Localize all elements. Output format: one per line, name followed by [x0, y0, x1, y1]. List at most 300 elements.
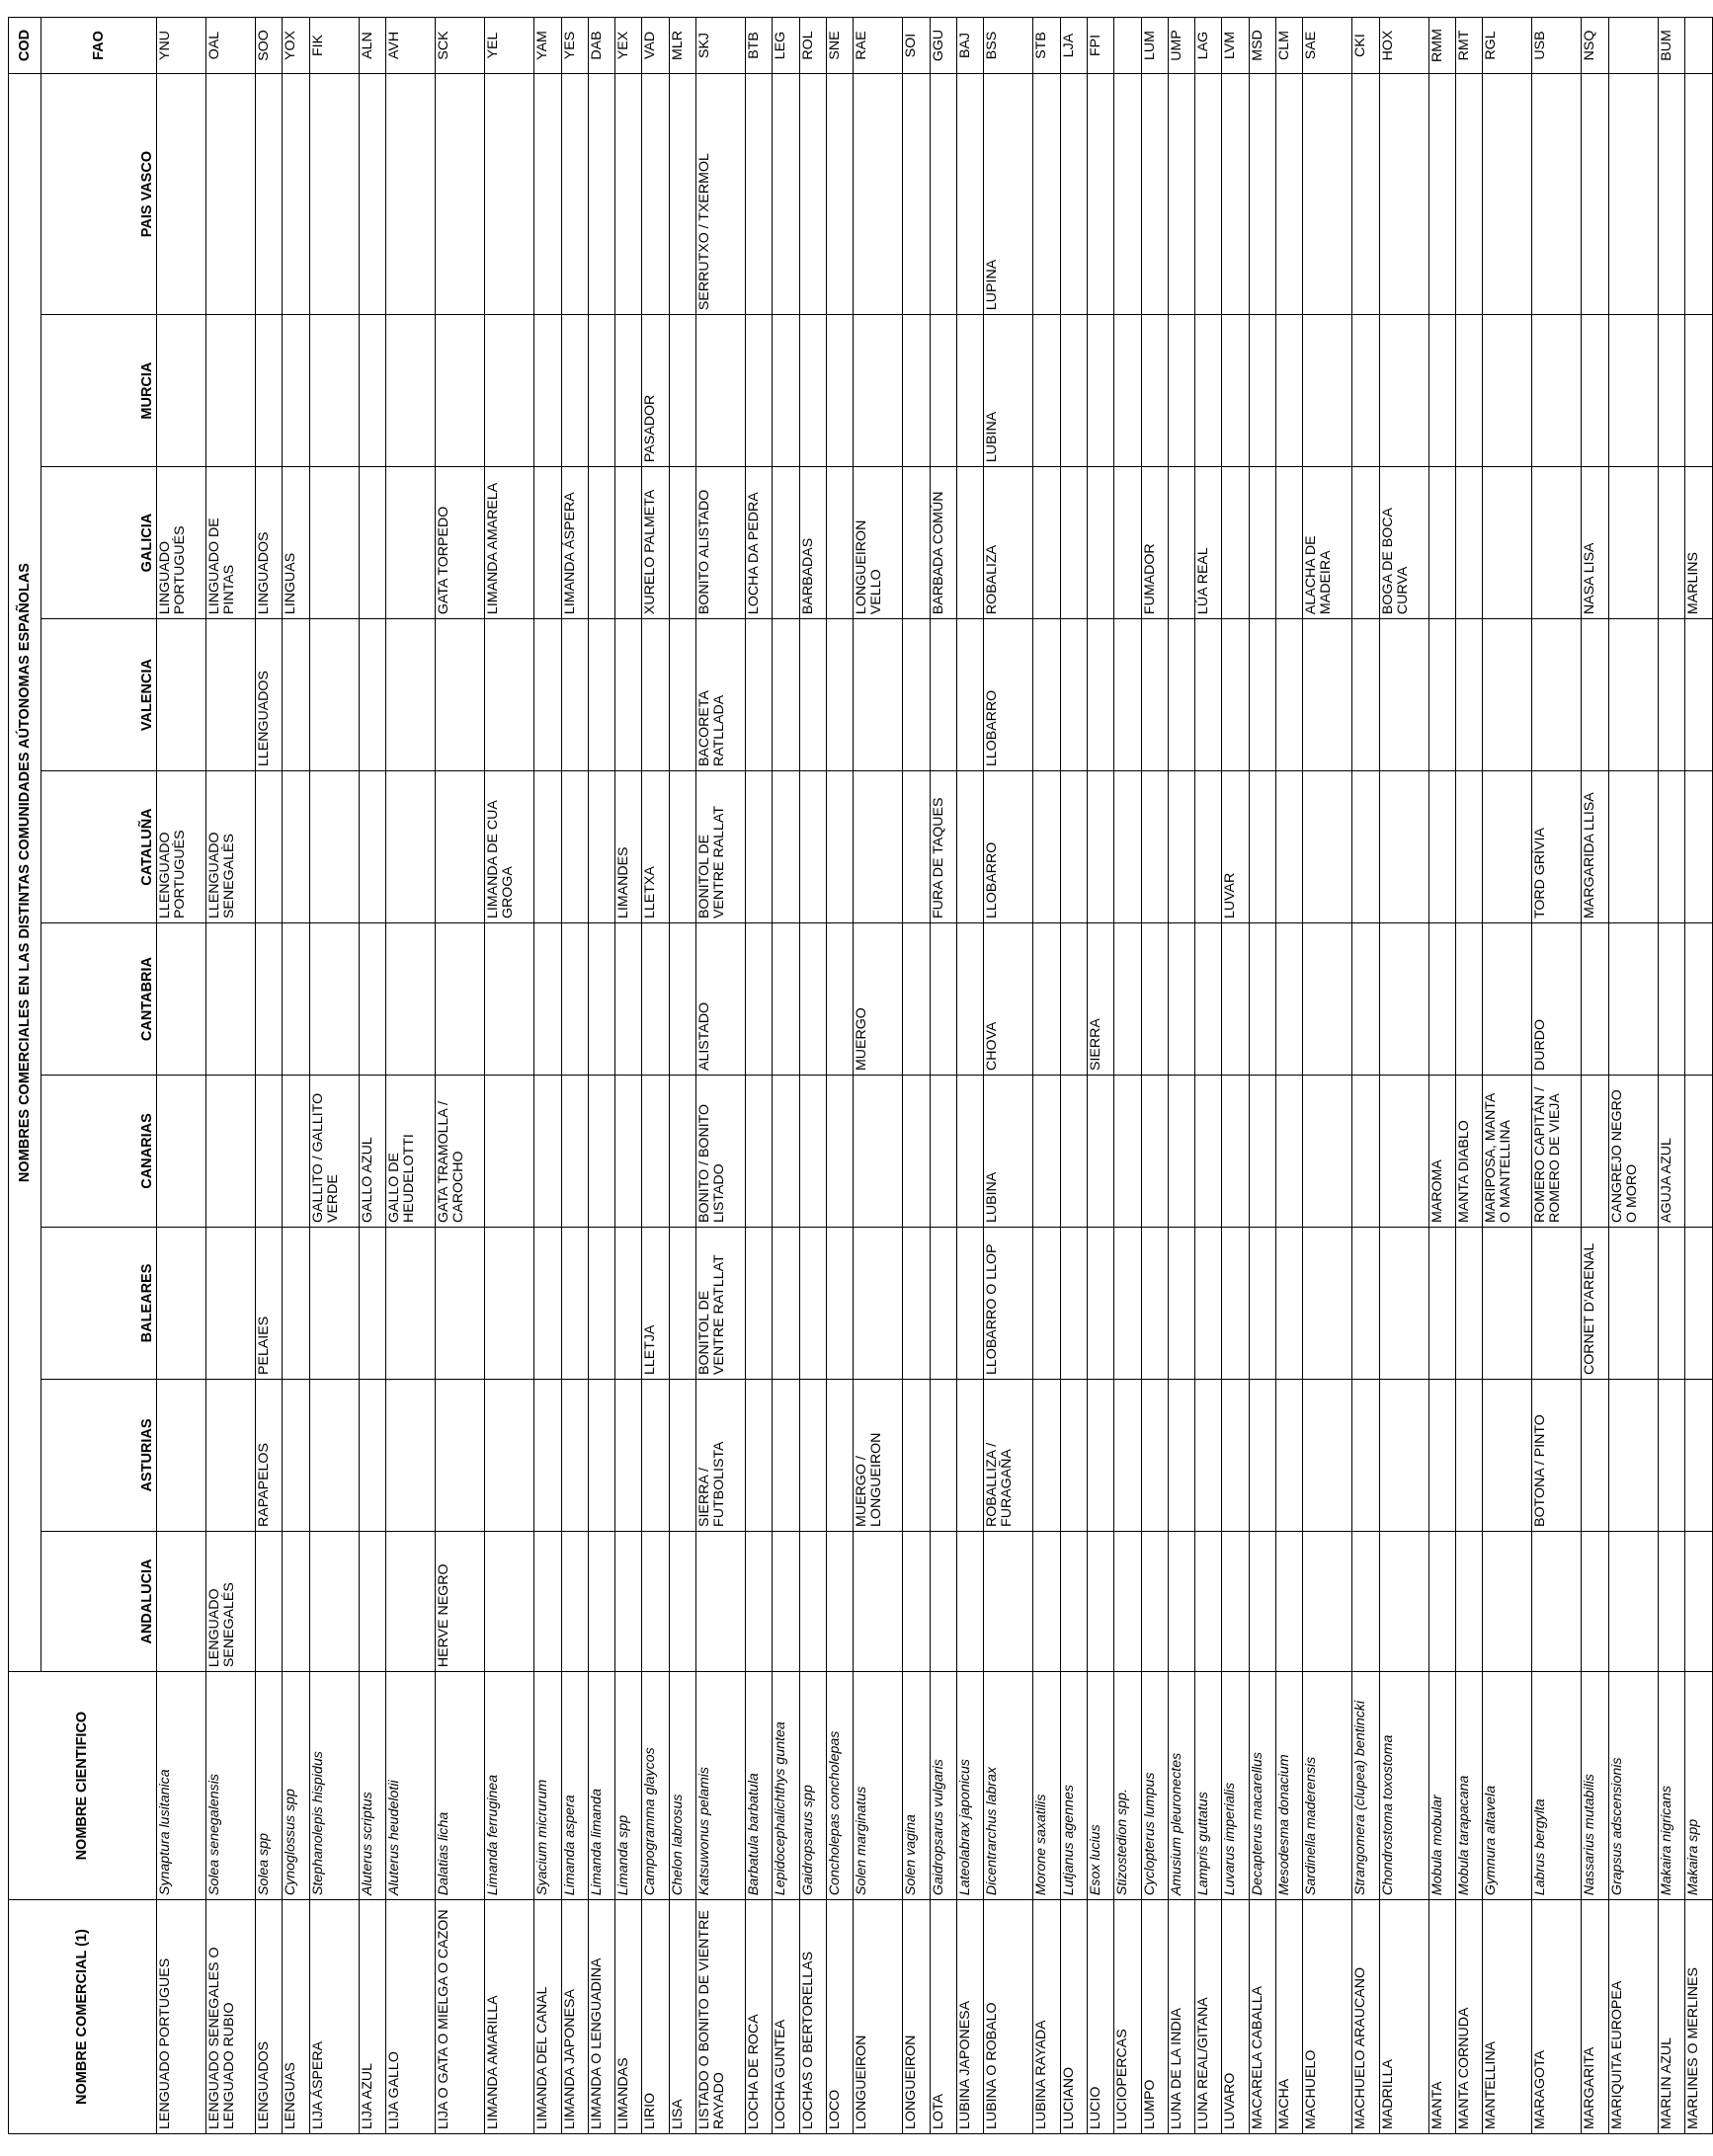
- region-name-cell: [588, 73, 614, 314]
- region-name-cell: [1222, 1379, 1249, 1531]
- table-row: [1685, 18, 1713, 2134]
- region-name-cell: [588, 1228, 614, 1380]
- region-name-cell: [1222, 1076, 1249, 1228]
- table-row: [206, 18, 256, 2134]
- region-name-cell: [903, 619, 930, 771]
- nombre-comercial-cell: LIJA GALLO: [386, 1900, 436, 2134]
- region-name-cell: [1483, 1531, 1532, 1671]
- nombre-comercial-cell: LUBINA RAYADA: [1033, 1900, 1060, 2134]
- region-name-cell: [1352, 1228, 1379, 1380]
- region-name-cell: ALISTADO: [696, 923, 746, 1076]
- nombre-cientifico-cell: Decapterus macarellus: [1249, 1672, 1275, 1900]
- region-name-cell: LLOBARRO O LLOP: [984, 1228, 1033, 1380]
- nombre-cientifico-cell: Mobula mobular: [1428, 1672, 1455, 1900]
- region-name-cell: [485, 315, 534, 467]
- region-name-cell: CORNET D'ARENAL: [1582, 1228, 1608, 1380]
- region-name-cell: GALLO DE HEUDELOTTI: [386, 1076, 436, 1228]
- region-name-cell: [746, 619, 773, 771]
- nombre-comercial-cell: LIMANDA AMARILLA: [485, 1900, 534, 2134]
- region-name-cell: AGUJA AZUL: [1658, 1076, 1684, 1228]
- region-name-cell: [359, 1379, 385, 1531]
- region-name-cell: [827, 1228, 854, 1380]
- region-name-cell: LENGUADO SENEGALÉS: [206, 1531, 256, 1671]
- nombre-cientifico-cell: Dicentrarchus labrax: [984, 1672, 1033, 1900]
- region-name-cell: HERVE NEGRO: [436, 1531, 485, 1671]
- region-name-cell: [903, 73, 930, 314]
- nombre-cientifico-cell: Morone saxatilis: [1033, 1672, 1060, 1900]
- nombre-comercial-cell: LENGUADO PORTUGUES: [157, 1900, 206, 2134]
- region-name-cell: [930, 315, 956, 467]
- fao-code-cell: BTB: [746, 18, 773, 74]
- region-name-cell: [534, 1531, 561, 1671]
- table-row: [642, 18, 669, 2134]
- region-name-cell: [359, 73, 385, 314]
- region-name-cell: [1483, 73, 1532, 314]
- fao-code-cell: SOI: [903, 18, 930, 74]
- region-name-cell: [256, 1076, 283, 1228]
- fao-code-cell: VAD: [642, 18, 669, 74]
- fao-code-cell: UMP: [1168, 18, 1194, 74]
- nombre-cientifico-cell: Limanda ferruginea: [485, 1672, 534, 1900]
- region-name-cell: [615, 73, 642, 314]
- region-name-cell: [773, 467, 799, 619]
- region-name-cell: [773, 923, 799, 1076]
- region-name-cell: [157, 1379, 206, 1531]
- region-name-cell: MAROMA: [1428, 1076, 1455, 1228]
- nombre-cientifico-cell: Limanda limanda: [588, 1672, 614, 1900]
- region-name-cell: [1275, 1076, 1302, 1228]
- region-name-cell: [930, 1076, 956, 1228]
- region-name-cell: PASADOR: [642, 315, 669, 467]
- region-name-cell: [1456, 771, 1483, 923]
- region-name-cell: [1275, 73, 1302, 314]
- region-name-cell: [1060, 467, 1087, 619]
- nombre-comercial-cell: MANTA: [1428, 1900, 1455, 2134]
- nombre-cientifico-cell: Lateolabrax japonicus: [956, 1672, 983, 1900]
- region-name-cell: [1141, 1531, 1168, 1671]
- region-name-cell: [1303, 923, 1352, 1076]
- region-name-cell: [1222, 619, 1249, 771]
- table-row: [1114, 18, 1141, 2134]
- nombre-cientifico-cell: Concholepas concholepas: [827, 1672, 854, 1900]
- region-name-cell: [746, 315, 773, 467]
- region-name-cell: [799, 771, 826, 923]
- region-name-cell: [256, 73, 283, 314]
- nombre-comercial-cell: MADRILLA: [1379, 1900, 1428, 2134]
- region-name-cell: [386, 923, 436, 1076]
- table-row: [386, 18, 436, 2134]
- header-nombre-comercial: NOMBRE COMERCIAL (1): [9, 1900, 157, 2134]
- region-name-cell: [561, 619, 588, 771]
- region-name-cell: [1222, 467, 1249, 619]
- region-name-cell: [615, 1076, 642, 1228]
- region-name-cell: LINGUADOS: [256, 467, 283, 619]
- region-name-cell: [588, 1076, 614, 1228]
- fao-code-cell: BUM: [1658, 18, 1684, 74]
- region-name-cell: [283, 619, 309, 771]
- region-name-cell: [1222, 1531, 1249, 1671]
- region-name-cell: [359, 1531, 385, 1671]
- region-name-cell: [283, 73, 309, 314]
- table-row: [984, 18, 1033, 2134]
- region-name-cell: [386, 467, 436, 619]
- region-name-cell: [283, 771, 309, 923]
- region-name-cell: [1483, 1379, 1532, 1531]
- region-name-cell: [534, 1076, 561, 1228]
- region-name-cell: [1483, 315, 1532, 467]
- region-name-cell: [1532, 73, 1582, 314]
- region-name-cell: LLETJA: [642, 1228, 669, 1380]
- region-name-cell: [1141, 1076, 1168, 1228]
- region-name-cell: [283, 1228, 309, 1380]
- region-name-cell: [746, 1076, 773, 1228]
- region-name-cell: [386, 619, 436, 771]
- region-name-cell: [1582, 1531, 1608, 1671]
- region-name-cell: [615, 619, 642, 771]
- region-name-cell: [1168, 315, 1194, 467]
- region-name-cell: [1379, 315, 1428, 467]
- region-name-cell: [386, 1379, 436, 1531]
- region-name-cell: [157, 315, 206, 467]
- nombre-cientifico-cell: Limanda spp: [615, 1672, 642, 1900]
- region-name-cell: [309, 619, 359, 771]
- region-name-cell: [359, 771, 385, 923]
- region-name-cell: [588, 467, 614, 619]
- region-name-cell: [615, 467, 642, 619]
- species-names-table: [8, 17, 1713, 2134]
- region-name-cell: [854, 73, 903, 314]
- region-name-cell: [1582, 619, 1608, 771]
- fao-code-cell: [1608, 18, 1658, 74]
- fao-code-cell: YEX: [615, 18, 642, 74]
- region-name-cell: [746, 73, 773, 314]
- nombre-comercial-cell: MACARELA CABALLA: [1249, 1900, 1275, 2134]
- region-name-cell: [485, 1228, 534, 1380]
- header-region-galicia: GALICIA: [41, 467, 157, 619]
- region-name-cell: BONITOL DE VENTRE RALLAT: [696, 771, 746, 923]
- region-name-cell: [1483, 923, 1532, 1076]
- region-name-cell: [1352, 923, 1379, 1076]
- region-name-cell: [1685, 1379, 1713, 1531]
- region-name-cell: [669, 1379, 695, 1531]
- region-name-cell: [1060, 315, 1087, 467]
- region-name-cell: [1582, 73, 1608, 314]
- region-name-cell: [206, 1076, 256, 1228]
- region-name-cell: [386, 771, 436, 923]
- region-name-cell: [1275, 1379, 1302, 1531]
- region-name-cell: LUBINA: [984, 1076, 1033, 1228]
- region-name-cell: [773, 1531, 799, 1671]
- region-name-cell: [534, 315, 561, 467]
- region-name-cell: [283, 315, 309, 467]
- table-row: [283, 18, 309, 2134]
- region-name-cell: [642, 1379, 669, 1531]
- region-name-cell: LÚA REAL: [1195, 467, 1222, 619]
- fao-code-cell: LAG: [1195, 18, 1222, 74]
- region-name-cell: [1658, 1379, 1684, 1531]
- region-name-cell: [534, 467, 561, 619]
- region-name-cell: [309, 1228, 359, 1380]
- region-name-cell: [309, 923, 359, 1076]
- region-name-cell: [1608, 1531, 1658, 1671]
- region-name-cell: [157, 619, 206, 771]
- header-region-cataluna: CATALUÑA: [41, 771, 157, 923]
- region-name-cell: LIMANDA AMARELA: [485, 467, 534, 619]
- region-name-cell: [561, 73, 588, 314]
- fao-code-cell: SNE: [827, 18, 854, 74]
- nombre-comercial-cell: LUNA DE LA INDIA: [1168, 1900, 1194, 2134]
- region-name-cell: [1114, 923, 1141, 1076]
- nombre-comercial-cell: LOCHA DE ROCA: [746, 1900, 773, 2134]
- region-name-cell: [1141, 923, 1168, 1076]
- table-row: [1249, 18, 1275, 2134]
- table-row: [827, 18, 854, 2134]
- region-name-cell: [746, 1531, 773, 1671]
- region-name-cell: [1428, 771, 1455, 923]
- region-name-cell: LIMANDA DE CUA GROGA: [485, 771, 534, 923]
- nombre-cientifico-cell: Limanda aspera: [561, 1672, 588, 1900]
- region-name-cell: [1033, 1228, 1060, 1380]
- region-name-cell: [669, 1228, 695, 1380]
- region-name-cell: LLENGUADOS: [256, 619, 283, 771]
- region-name-cell: [1658, 1228, 1684, 1380]
- region-name-cell: [1352, 1531, 1379, 1671]
- region-name-cell: [642, 1531, 669, 1671]
- region-name-cell: MARLINS: [1685, 467, 1713, 619]
- nombre-comercial-cell: LOTA: [930, 1900, 956, 2134]
- region-name-cell: LUBINA: [984, 315, 1033, 467]
- region-name-cell: [1352, 315, 1379, 467]
- region-name-cell: [1168, 73, 1194, 314]
- fao-code-cell: YAM: [534, 18, 561, 74]
- nombre-cientifico-cell: Mesodesma donacium: [1275, 1672, 1302, 1900]
- region-name-cell: [359, 315, 385, 467]
- nombre-comercial-cell: LONGUEIRON: [854, 1900, 903, 2134]
- region-name-cell: [1033, 467, 1060, 619]
- header-nombre-cientifico: NOMBRE CIENTIFICO: [9, 1672, 157, 1900]
- region-name-cell: MUERGO / LONGUEIRON: [854, 1379, 903, 1531]
- region-name-cell: [956, 1379, 983, 1531]
- nombre-comercial-cell: MANTA CORNUDA: [1456, 1900, 1483, 2134]
- region-name-cell: [1379, 1228, 1428, 1380]
- region-name-cell: [386, 1531, 436, 1671]
- region-name-cell: [1303, 1076, 1352, 1228]
- fao-code-cell: MSD: [1249, 18, 1275, 74]
- nombre-cientifico-cell: Esox lucius: [1087, 1672, 1113, 1900]
- region-name-cell: XURELO PALMETA: [642, 467, 669, 619]
- table-row: [1275, 18, 1302, 2134]
- region-name-cell: [1456, 923, 1483, 1076]
- nombre-cientifico-cell: Lampris guttatus: [1195, 1672, 1222, 1900]
- nombre-cientifico-cell: Gymnura altavela: [1483, 1672, 1532, 1900]
- fao-code-cell: RMM: [1428, 18, 1455, 74]
- region-name-cell: [773, 619, 799, 771]
- region-name-cell: [588, 923, 614, 1076]
- region-name-cell: [1249, 1228, 1275, 1380]
- region-name-cell: [854, 1076, 903, 1228]
- nombre-cientifico-cell: Lutjanus agennes: [1060, 1672, 1087, 1900]
- header-fao: FAO: [41, 18, 157, 74]
- fao-code-cell: STB: [1033, 18, 1060, 74]
- region-name-cell: MARIPOSA, MANTA O MANTELLINA: [1483, 1076, 1532, 1228]
- region-name-cell: [984, 1531, 1033, 1671]
- region-name-cell: [1582, 315, 1608, 467]
- region-name-cell: [1379, 73, 1428, 314]
- header-region-valencia: VALENCIA: [41, 619, 157, 771]
- region-name-cell: LINGUADO DE PINTAS: [206, 467, 256, 619]
- region-name-cell: [1456, 619, 1483, 771]
- region-name-cell: BONITO / BONITO LISTADO: [696, 1076, 746, 1228]
- region-name-cell: [903, 1228, 930, 1380]
- region-name-cell: [436, 619, 485, 771]
- table-row: [1087, 18, 1113, 2134]
- region-name-cell: [930, 619, 956, 771]
- fao-code-cell: SOO: [256, 18, 283, 74]
- region-name-cell: [1222, 1228, 1249, 1380]
- region-name-cell: [1275, 1228, 1302, 1380]
- region-name-cell: TORD GRÍVIA: [1532, 771, 1582, 923]
- region-name-cell: [1275, 923, 1302, 1076]
- region-name-cell: [283, 923, 309, 1076]
- fao-code-cell: CKI: [1352, 18, 1379, 74]
- table-row: [1141, 18, 1168, 2134]
- region-name-cell: PELAIES: [256, 1228, 283, 1380]
- table-row: [773, 18, 799, 2134]
- nombre-cientifico-cell: Cynoglossus spp: [283, 1672, 309, 1900]
- region-name-cell: [1608, 771, 1658, 923]
- region-name-cell: [1428, 1228, 1455, 1380]
- fao-code-cell: [1114, 18, 1141, 74]
- region-name-cell: [669, 1531, 695, 1671]
- region-name-cell: BOTONA / PINTO: [1532, 1379, 1582, 1531]
- region-name-cell: [669, 467, 695, 619]
- region-name-cell: [1087, 1531, 1113, 1671]
- fao-code-cell: DAB: [588, 18, 614, 74]
- table-row: [436, 18, 485, 2134]
- nombre-cientifico-cell: Barbatula barbatula: [746, 1672, 773, 1900]
- nombre-cientifico-cell: Mobula tarapacana: [1456, 1672, 1483, 1900]
- region-name-cell: LIMANDES: [615, 771, 642, 923]
- nombre-cientifico-cell: Cyclopterus lumpus: [1141, 1672, 1168, 1900]
- region-name-cell: [930, 1531, 956, 1671]
- nombre-comercial-cell: MARLIN AZUL: [1658, 1900, 1684, 2134]
- region-name-cell: [1060, 1076, 1087, 1228]
- region-name-cell: [1195, 1076, 1222, 1228]
- region-name-cell: [1060, 771, 1087, 923]
- nombre-comercial-cell: LUCIOPERCAS: [1114, 1900, 1141, 2134]
- region-name-cell: [827, 771, 854, 923]
- nombre-cientifico-cell: Solea spp: [256, 1672, 283, 1900]
- region-name-cell: [1249, 1076, 1275, 1228]
- region-name-cell: [1060, 73, 1087, 314]
- region-name-cell: [956, 619, 983, 771]
- region-name-cell: [1195, 923, 1222, 1076]
- table-row: [956, 18, 983, 2134]
- fao-code-cell: LVM: [1222, 18, 1249, 74]
- region-name-cell: [1033, 73, 1060, 314]
- table-row: [485, 18, 534, 2134]
- region-name-cell: [669, 923, 695, 1076]
- header-group-comunidades: NOMBRES COMERCIALES EN LAS DISTINTAS COMUNIDADES AÚTONOMAS ESPAÑOLAS: [9, 73, 41, 1671]
- fao-code-cell: AVH: [386, 18, 436, 74]
- region-name-cell: [1033, 619, 1060, 771]
- region-name-cell: [309, 73, 359, 314]
- region-name-cell: [1582, 1076, 1608, 1228]
- table-row: [1658, 18, 1684, 2134]
- region-name-cell: MANTA DIABLO: [1456, 1076, 1483, 1228]
- table-row: [1428, 18, 1455, 2134]
- region-name-cell: [773, 1076, 799, 1228]
- region-name-cell: GATA TRAMOLLA / CAROCHO: [436, 1076, 485, 1228]
- region-name-cell: [561, 1228, 588, 1380]
- region-name-cell: [799, 923, 826, 1076]
- region-name-cell: [1033, 1379, 1060, 1531]
- region-name-cell: [561, 771, 588, 923]
- region-name-cell: ROBALIZA: [984, 467, 1033, 619]
- region-name-cell: [1087, 73, 1113, 314]
- region-name-cell: [1249, 1531, 1275, 1671]
- region-name-cell: [615, 315, 642, 467]
- region-name-cell: [799, 1531, 826, 1671]
- region-name-cell: [1532, 619, 1582, 771]
- region-name-cell: NASA LISA: [1582, 467, 1608, 619]
- region-name-cell: [773, 771, 799, 923]
- region-name-cell: [773, 1379, 799, 1531]
- table-row: [1060, 18, 1087, 2134]
- region-name-cell: [1608, 315, 1658, 467]
- region-name-cell: [1168, 467, 1194, 619]
- region-name-cell: LLENGUADO SENEGALÈS: [206, 771, 256, 923]
- nombre-comercial-cell: LUNA REAL/GITANA: [1195, 1900, 1222, 2134]
- region-name-cell: [1114, 467, 1141, 619]
- region-name-cell: [561, 1379, 588, 1531]
- region-name-cell: [1033, 923, 1060, 1076]
- region-name-cell: ROBALLIZA / FURAGAÑA: [984, 1379, 1033, 1531]
- region-name-cell: [561, 1076, 588, 1228]
- region-name-cell: [773, 73, 799, 314]
- region-name-cell: [1658, 619, 1684, 771]
- region-name-cell: [1303, 73, 1352, 314]
- region-name-cell: [283, 1379, 309, 1531]
- nombre-cientifico-cell: Gaidropsarus vulgaris: [930, 1672, 956, 1900]
- region-name-cell: [930, 1379, 956, 1531]
- table-row: [854, 18, 903, 2134]
- region-name-cell: [1608, 467, 1658, 619]
- region-name-cell: [956, 1228, 983, 1380]
- region-name-cell: BOGA DE BOCA CURVA: [1379, 467, 1428, 619]
- region-name-cell: [1303, 619, 1352, 771]
- table-row: [799, 18, 826, 2134]
- region-name-cell: [436, 315, 485, 467]
- region-name-cell: [436, 771, 485, 923]
- region-name-cell: [359, 467, 385, 619]
- region-name-cell: [956, 1076, 983, 1228]
- fao-code-cell: SKJ: [696, 18, 746, 74]
- region-name-cell: [1060, 923, 1087, 1076]
- region-name-cell: [746, 1228, 773, 1380]
- region-name-cell: [696, 315, 746, 467]
- region-name-cell: BARBADA COMÚN: [930, 467, 956, 619]
- region-name-cell: [309, 315, 359, 467]
- region-name-cell: [1249, 771, 1275, 923]
- region-name-cell: [903, 467, 930, 619]
- region-name-cell: [1352, 619, 1379, 771]
- nombre-comercial-cell: LONGUEIRON: [903, 1900, 930, 2134]
- region-name-cell: [534, 619, 561, 771]
- table-row: [256, 18, 283, 2134]
- region-name-cell: [1483, 1228, 1532, 1380]
- region-name-cell: [1379, 771, 1428, 923]
